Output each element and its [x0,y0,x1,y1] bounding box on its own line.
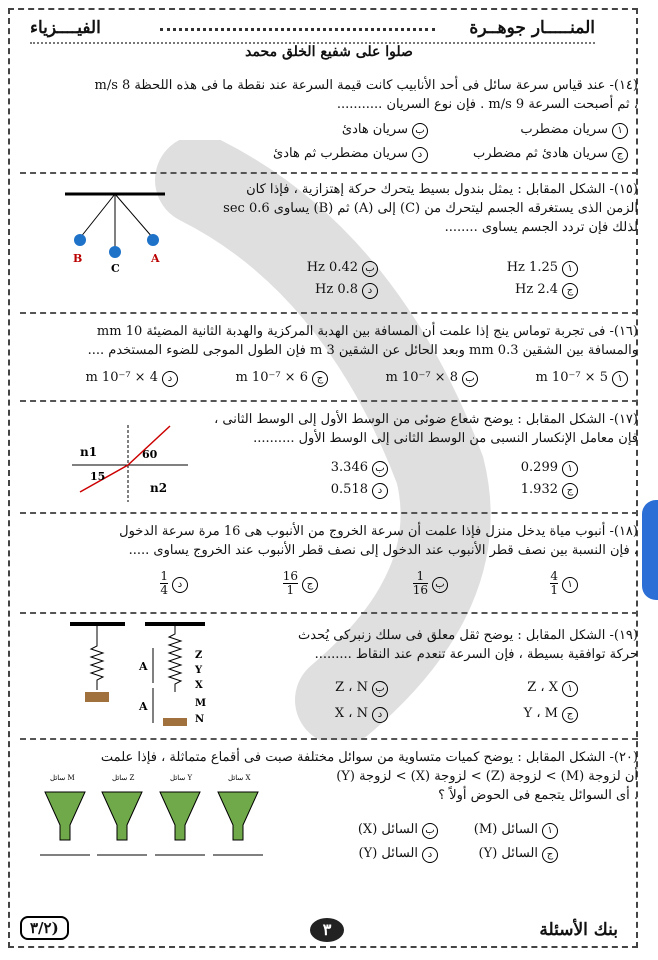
question-15 [180,180,638,237]
q15-line3: لذلك فإن تردد الجسم يساوى ........ [444,220,638,235]
funnel-X [213,774,263,855]
q20-line1: (٢٠)- الشكل المقابل : يوضح كميات متساوية من سوائل مختلفة صبت فى أقماع متماثلة ، فإذا علمت [100,750,638,765]
q14-option-2[interactable]: بسريان هادئ [342,122,428,139]
q16-option-3[interactable]: ج6 × 10⁻⁷ m [235,370,328,387]
q20-option-4[interactable]: دالسائل (Y) [359,846,438,863]
spring-figure [65,618,225,733]
label-N: N [195,714,205,725]
q15-option-3[interactable]: ج2.4 Hz [515,282,578,299]
q17-option-1[interactable]: ١0.299 [521,460,578,477]
q18-option-3[interactable]: ج $\frac{16}{1}$ [283,570,318,597]
side-tab [642,500,658,600]
q20-option-2[interactable]: بالسائل (X) [358,822,438,839]
separator [20,312,638,314]
question-16 [16,322,638,360]
angle-60: 60 [142,448,158,461]
separator [20,512,638,514]
q18-line2: ، فإن النسبة بين نصف قطر الأنبوب عند الدخول إلى نصف قطر الأنبوب عند الخروج يساوى ..... [128,543,638,558]
q14-option-3[interactable]: جسريان هادئ ثم مضطرب [473,146,628,163]
q15-option-1[interactable]: ١1.25 Hz [507,260,578,277]
q18-option-2[interactable]: ب $\frac{1}{16}$ [413,570,448,597]
q16-line1: (١٦)- فى تجربة توماس ينج إذا علمت أن المسافة بين الهدبة المركزية والهدبة الثانية المضيئة 10 mm [96,324,638,339]
funnel-Z [97,774,147,855]
pendulum-figure [55,188,175,278]
label-A: A [151,252,160,265]
svg-text:سائل Z: سائل Z [112,774,135,782]
q15-option-2[interactable]: ب0.42 Hz [307,260,378,277]
label-C: C [111,262,120,275]
q17-option-2[interactable]: ب3.346 [331,460,388,477]
q17-line1: (١٧)- الشكل المقابل : يوضح شعاع ضوئى من الوسط الأول إلى الوسط الثانى ، [214,412,638,427]
funnel-M [40,774,90,855]
q18-line1: (١٨)- أنبوب مياة يدخل منزل فإذا علمت أن سرعة الخروج من الأنبوب هى 16 مرة سرعة الدخول [119,524,638,539]
label-A-bottom: A [139,700,148,713]
q16-option-1[interactable]: ١5 × 10⁻⁷ m [535,370,628,387]
q19-option-3[interactable]: جY ، M [524,706,578,723]
question-17 [190,410,638,448]
q14-option-4[interactable]: دسريان مضطرب ثم هادئ [273,146,428,163]
label-X: X [195,680,203,691]
q17-line2: فإن معامل الإنكسار النسبى من الوسط الثانى إلى الوسط الأول .......... [253,431,638,446]
q19-option-4[interactable]: دX ، N [335,706,388,723]
question-18 [16,522,638,560]
q14-option-1[interactable]: ١سريان مضطرب [520,122,628,139]
label-B: B [73,252,83,265]
footer-title: بنك الأسئلة [539,920,618,940]
question-19 [220,626,638,664]
q16-option-4[interactable]: د4 × 10⁻⁷ m [85,370,178,387]
q19-line1: (١٩)- الشكل المقابل : يوضح ثقل معلق فى سلك زنبركى يُحدث [298,628,638,643]
q14-line2: ، ثم أصبحت السرعة 9 m/s . فإن نوع السريان ........... [336,97,638,112]
q19-line2: حركة توافقية بسيطة ، فإن السرعة تنعدم عند النقاط ......... [314,647,638,662]
separator [20,612,638,614]
page-number: ٣ [310,918,344,942]
label-M: M [195,698,207,709]
refraction-figure [70,420,190,505]
separator [20,400,638,402]
funnel-Y [155,774,205,855]
separator [20,738,638,740]
svg-text:سائل Y: سائل Y [170,774,193,782]
q15-option-4[interactable]: د0.8 Hz [315,282,378,299]
question-14 [20,76,638,114]
q19-option-1[interactable]: ١Z ، X [527,680,578,697]
header-dots [160,28,435,31]
svg-text:سائل X: سائل X [228,774,251,782]
q18-option-4[interactable]: د $\frac{1}{4}$ [160,570,188,597]
q18-option-1[interactable]: ١ $\frac{4}{1}$ [550,570,578,597]
label-n1: n1 [80,445,98,459]
q16-line2: والمسافة بين الشقين 0.3 mm وبعد الحائل عن الشقين 3 m فإن الطول الموجى للضوء المستخدم .... [87,343,638,358]
q16-option-2[interactable]: ب8 × 10⁻⁷ m [385,370,478,387]
label-Z: Z [195,650,203,661]
label-Y: Y [195,665,203,676]
q14-line1: (١٤)- عند قياس سرعة سائل فى أحد الأنابيب كانت قيمة السرعة عند نقطة ما فى هذه اللحظة m/s 8 [94,78,638,93]
header-title-left: الفيــــزياء [30,18,101,38]
q20-line2: أن لزوجة (M) > لزوجة (Z) > لزوجة (X) > لزوجة (Y) [336,769,638,784]
footer [0,912,658,952]
q20-option-3[interactable]: جالسائل (Y) [479,846,558,863]
q17-option-4[interactable]: د0.518 [331,482,388,499]
label-n2: n2 [150,481,168,495]
separator [20,172,638,174]
label-A-top: A [139,660,148,673]
q17-option-3[interactable]: ج1.932 [521,482,578,499]
page-subtitle: صلوا على شفيع الخلق محمد [245,44,413,60]
angle-15: 15 [90,470,106,483]
q15-line2: الزمن الذى يستغرقه الجسم ليتحرك من (C) إلى (A) ثم (B) يساوى 0.6 sec [223,201,638,216]
q15-line1: (١٥)- الشكل المقابل : يمثل بندول بسيط يتحرك حركة إهتزازية ، فإذا كان [246,182,638,197]
funnels-figure [40,770,270,865]
footer-code: ٣/٢) [20,916,69,940]
q19-option-2[interactable]: بZ ، N [335,680,388,697]
q20-option-1[interactable]: ١السائل (M) [474,822,558,839]
svg-text:سائل M: سائل M [50,774,75,782]
header [30,18,595,40]
header-title-right: المنـــــار جوهــرة [469,18,595,38]
q20-line3: . أى السوائل يتجمع فى الحوض أولاً ؟ [438,788,638,803]
